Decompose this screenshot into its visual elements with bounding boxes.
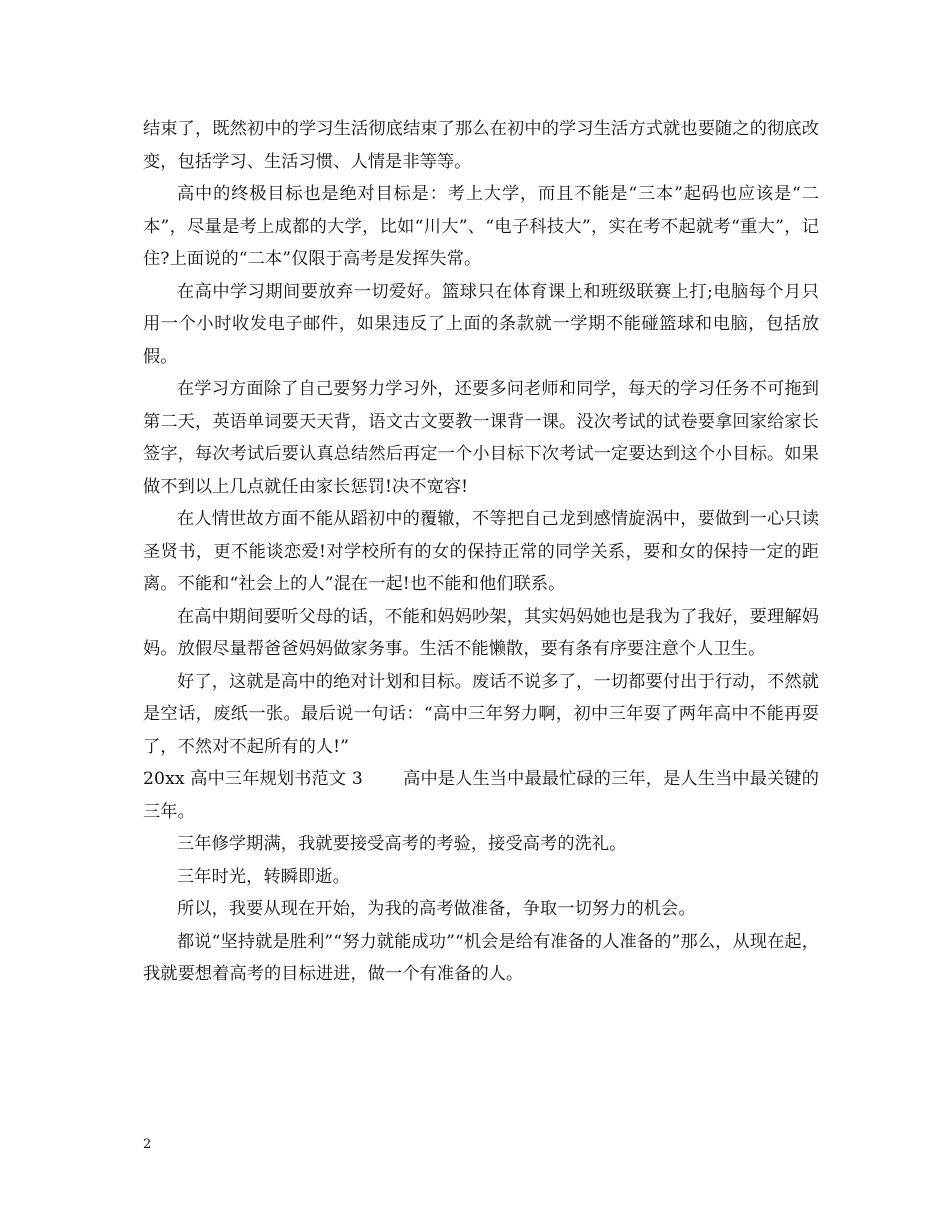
paragraph-4: 在学习方面除了自己要努力学习外，还要多问老师和同学，每天的学习任务不可拖到第二天，英语单词要天天背，语文古文要教一课背一课。没次考试的试卷要拿回家给家长签字，每次考试后要认真总结然后再定一个小目标下次考试一定要达到这个小目标。如果做不到以上几点就任由家长惩罚!决不宽容!: [143, 379, 819, 497]
paragraph-12: 都说“坚持就是胜利”“努力就能成功”“机会是给有准备的人准备的”那么，从现在起，我就要想着高考的目标进进，做一个有准备的人。: [143, 931, 819, 984]
page-number: 2: [143, 1137, 152, 1152]
paragraph-1: 结束了，既然初中的学习生活彻底结束了那么在初中的学习生活方式就也要随之的彻底改变，包括学习、生活习惯、人情是非等等。: [143, 119, 819, 172]
section-heading-paragraph: 20xx 高中三年规划书范文 3 高中是人生当中最最忙碌的三年，是人生当中最关键的三年。: [143, 769, 819, 822]
paragraph-6: 在高中期间要听父母的话，不能和妈妈吵架，其实妈妈她也是我为了我好，要理解妈妈。放假尽量帮爸爸妈妈做家务事。生活不能懒散，要有条有序要注意个人卫生。: [143, 606, 819, 659]
document-body: [143, 113, 819, 991]
paragraph-7: 好了，这就是高中的绝对计划和目标。废话不说多了，一切都要付出于行动，不然就是空话，废纸一张。最后说一句话：“高中三年努力啊，初中三年耍了两年高中不能再耍了，不然对不起所有的人!”: [143, 671, 819, 757]
paragraph-2: 高中的终极目标也是绝对目标是：考上大学，而且不能是“三本”起码也应该是“二本”，尽量是考上成都的大学，比如“川大”、“电子科技大”，实在考不起就考“重大”，记住?上面说的“二本”仅限于高考是发挥失常。: [143, 184, 819, 269]
paragraph-9: 三年修学期满，我就要接受高考的考验，接受高考的洗礼。: [177, 834, 627, 854]
paragraph-3: 在高中学习期间要放弃一切爱好。篮球只在体育课上和班级联赛上打;电脑每个月只用一个小时收发电子邮件，如果违反了上面的条款就一学期不能碰篮球和电脑，包括放假。: [143, 281, 819, 367]
paragraph-11: 所以，我要从现在开始，为我的高考做准备，争取一切努力的机会。: [177, 899, 696, 919]
paragraph-5: 在人情世故方面不能从蹈初中的覆辙，不等把自己龙到感情旋涡中，要做到一心只读圣贤书，更不能谈恋爱!对学校所有的女的保持正常的同学关系，要和女的保持一定的距离。不能和“社会上的人”混在一起!也不能和他们联系。: [143, 509, 819, 594]
paragraph-10: 三年时光，转瞬即逝。: [177, 866, 350, 887]
